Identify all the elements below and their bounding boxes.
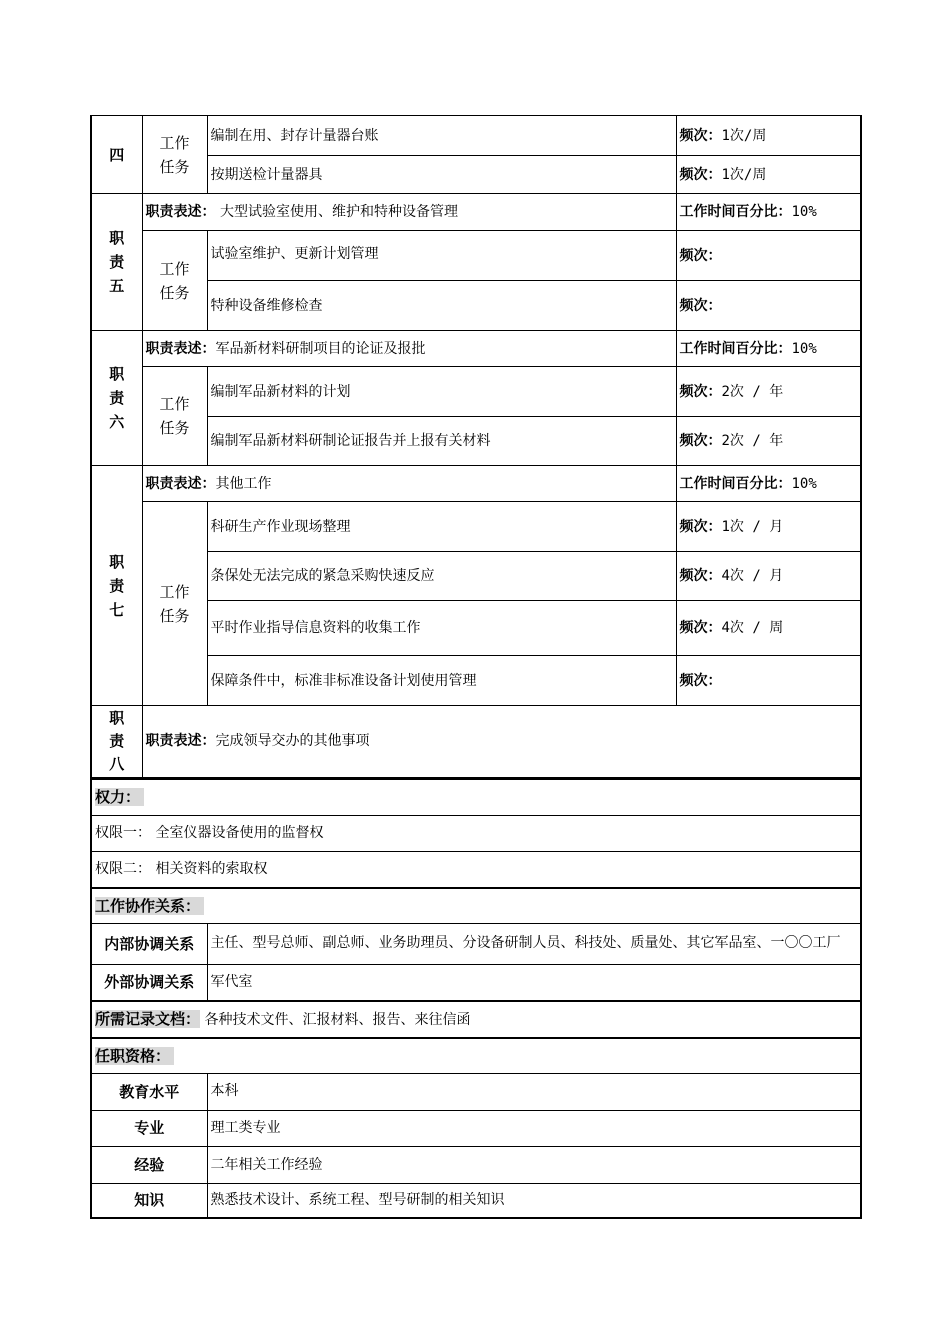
pct-value: 10% — [791, 340, 817, 357]
relations-title — [91, 888, 861, 923]
freq-value: 1次 / 月 — [721, 518, 784, 535]
desc-text: 完成领导交办的其他事项 — [215, 733, 370, 750]
duty4-task-freq — [676, 156, 861, 194]
duty7-task-row — [91, 502, 861, 552]
duty7-task-label: 工作 任务 — [142, 502, 207, 706]
external-relations-value: 军代室 — [207, 964, 861, 1001]
external-relations-label: 外部协调关系 — [91, 964, 207, 1001]
relations-header-row — [91, 888, 861, 923]
duty6-task-freq — [676, 367, 861, 417]
authority-title-text: 权力： — [95, 788, 144, 806]
duties-table — [90, 115, 862, 779]
authority-item-label: 权限二： — [95, 861, 151, 878]
duty7-task-text: 平时作业指导信息资料的收集工作 — [207, 601, 676, 656]
freq-label: 频次： — [679, 297, 722, 314]
info-table — [90, 779, 862, 1220]
duty5-pct — [676, 194, 861, 231]
duty5-task-text: 特种设备维修检查 — [207, 281, 676, 331]
desc-text: 军品新材料研制项目的论证及报批 — [215, 340, 426, 357]
qualification-label: 专业 — [91, 1110, 207, 1146]
duty7-task-freq — [676, 552, 861, 601]
duty7-pct — [676, 466, 861, 502]
duty5-desc-row — [91, 194, 861, 231]
desc-label: 职责表述： — [145, 340, 216, 357]
freq-label: 频次： — [679, 127, 722, 144]
desc-label: 职责表述： — [145, 204, 216, 220]
duty7-task-text: 科研生产作业现场整理 — [207, 502, 676, 552]
duty4-label: 四 — [91, 116, 142, 194]
qualifications-title — [91, 1038, 861, 1073]
internal-relations-row — [91, 923, 861, 964]
duty7-task-freq — [676, 656, 861, 706]
freq-label: 频次： — [679, 568, 722, 584]
pct-label: 工作时间百分比： — [679, 340, 792, 357]
qualification-label: 教育水平 — [91, 1073, 207, 1110]
qualification-value: 二年相关工作经验 — [207, 1146, 861, 1183]
freq-value: 1次/周 — [721, 166, 767, 183]
authority-header-row — [91, 779, 861, 815]
duty6-task-label: 工作 任务 — [142, 367, 207, 466]
qualification-row — [91, 1110, 861, 1146]
qualification-row — [91, 1183, 861, 1218]
duty6-desc — [142, 331, 676, 367]
authority-title — [91, 779, 861, 815]
duty4-task-label: 工作 任务 — [142, 116, 207, 194]
duty6-task-text: 编制军品新材料研制论证报告并上报有关材料 — [207, 417, 676, 466]
desc-label: 职责表述： — [145, 733, 216, 750]
duty6-desc-row — [91, 331, 861, 367]
duty4-task-row — [91, 116, 861, 156]
duty5-task-row — [91, 281, 861, 331]
freq-value: 1次/周 — [721, 127, 767, 144]
duty6-task-row — [91, 367, 861, 417]
duty6-label: 职 责 六 — [91, 331, 142, 466]
duty7-task-row — [91, 656, 861, 706]
duty7-task-text: 条保处无法完成的紧急采购快速反应 — [207, 552, 676, 601]
external-relations-row — [91, 964, 861, 1001]
duty6-pct — [676, 331, 861, 367]
qualification-label: 经验 — [91, 1146, 207, 1183]
authority-row — [91, 815, 861, 851]
pct-value: 10% — [791, 475, 817, 492]
duty8-desc — [142, 706, 861, 778]
duty5-task-label: 工作 任务 — [142, 231, 207, 331]
duty4-task-text: 按期送检计量器具 — [207, 156, 676, 194]
desc-text: 大型试验室使用、维护和特种设备管理 — [215, 204, 458, 220]
duty5-task-freq — [676, 231, 861, 281]
freq-label: 频次： — [679, 383, 722, 400]
qualification-row — [91, 1146, 861, 1183]
authority-item-label: 权限一： — [95, 825, 151, 841]
freq-label: 频次： — [679, 166, 722, 183]
qualifications-title-text: 任职资格： — [95, 1047, 174, 1065]
documents-row — [91, 1001, 861, 1038]
duty8-desc-row — [91, 706, 861, 778]
freq-label: 频次： — [679, 518, 722, 535]
duty6-task-freq — [676, 417, 861, 466]
duty5-task-freq — [676, 281, 861, 331]
duty7-desc — [142, 466, 676, 502]
freq-value: 4次 / 周 — [721, 620, 784, 636]
duty5-desc — [142, 194, 676, 231]
duty4-task-row — [91, 156, 861, 194]
freq-label: 频次： — [679, 433, 722, 449]
freq-value: 2次 / 年 — [721, 433, 784, 449]
duty7-task-row — [91, 601, 861, 656]
authority-row — [91, 851, 861, 888]
documents-text: 各种技术文件、汇报材料、报告、来往信函 — [200, 1012, 471, 1028]
qualification-value: 本科 — [207, 1073, 861, 1110]
duty4-task-freq — [676, 116, 861, 156]
duty6-task-text: 编制军品新材料的计划 — [207, 367, 676, 417]
qualification-value: 熟悉技术设计、系统工程、型号研制的相关知识 — [207, 1183, 861, 1218]
duty7-task-freq — [676, 502, 861, 552]
internal-relations-label: 内部协调关系 — [91, 923, 207, 964]
qualifications-header-row — [91, 1038, 861, 1073]
authority-item-text: 全室仪器设备使用的监督权 — [151, 825, 324, 841]
authority-item-text: 相关资料的索取权 — [151, 861, 268, 878]
freq-label: 频次： — [679, 620, 722, 636]
duty7-label: 职 责 七 — [91, 466, 142, 706]
documents-label: 所需记录文档： — [95, 1010, 201, 1028]
pct-label: 工作时间百分比： — [679, 475, 792, 492]
freq-label: 频次： — [679, 672, 722, 689]
authority-item — [91, 815, 861, 851]
freq-value: 4次 / 月 — [721, 568, 784, 584]
documents-cell — [91, 1001, 861, 1038]
freq-value: 2次 / 年 — [721, 383, 784, 400]
pct-value: 10% — [791, 204, 817, 220]
duty5-task-text: 试验室维护、更新计划管理 — [207, 231, 676, 281]
authority-item — [91, 851, 861, 888]
duty4-task-text: 编制在用、封存计量器台账 — [207, 116, 676, 156]
job-description-page — [90, 115, 860, 1219]
pct-label: 工作时间百分比： — [679, 204, 792, 220]
duty5-label: 职 责 五 — [91, 194, 142, 331]
duty5-task-row — [91, 231, 861, 281]
duty7-task-text: 保障条件中，标准非标准设备计划使用管理 — [207, 656, 676, 706]
desc-label: 职责表述： — [145, 475, 216, 492]
qualification-label: 知识 — [91, 1183, 207, 1218]
duty7-task-freq — [676, 601, 861, 656]
desc-text: 其他工作 — [215, 475, 272, 492]
internal-relations-value: 主任、型号总师、副总师、业务助理员、分设备研制人员、科技处、质量处、其它军品室、一〇〇工厂 — [207, 923, 861, 964]
duty6-task-row — [91, 417, 861, 466]
qualification-row — [91, 1073, 861, 1110]
freq-label: 频次： — [679, 247, 722, 264]
qualification-value: 理工类专业 — [207, 1110, 861, 1146]
relations-title-text: 工作协作关系： — [95, 897, 204, 915]
duty7-task-row — [91, 552, 861, 601]
duty8-label: 职 责 八 — [91, 706, 142, 778]
duty7-desc-row — [91, 466, 861, 502]
